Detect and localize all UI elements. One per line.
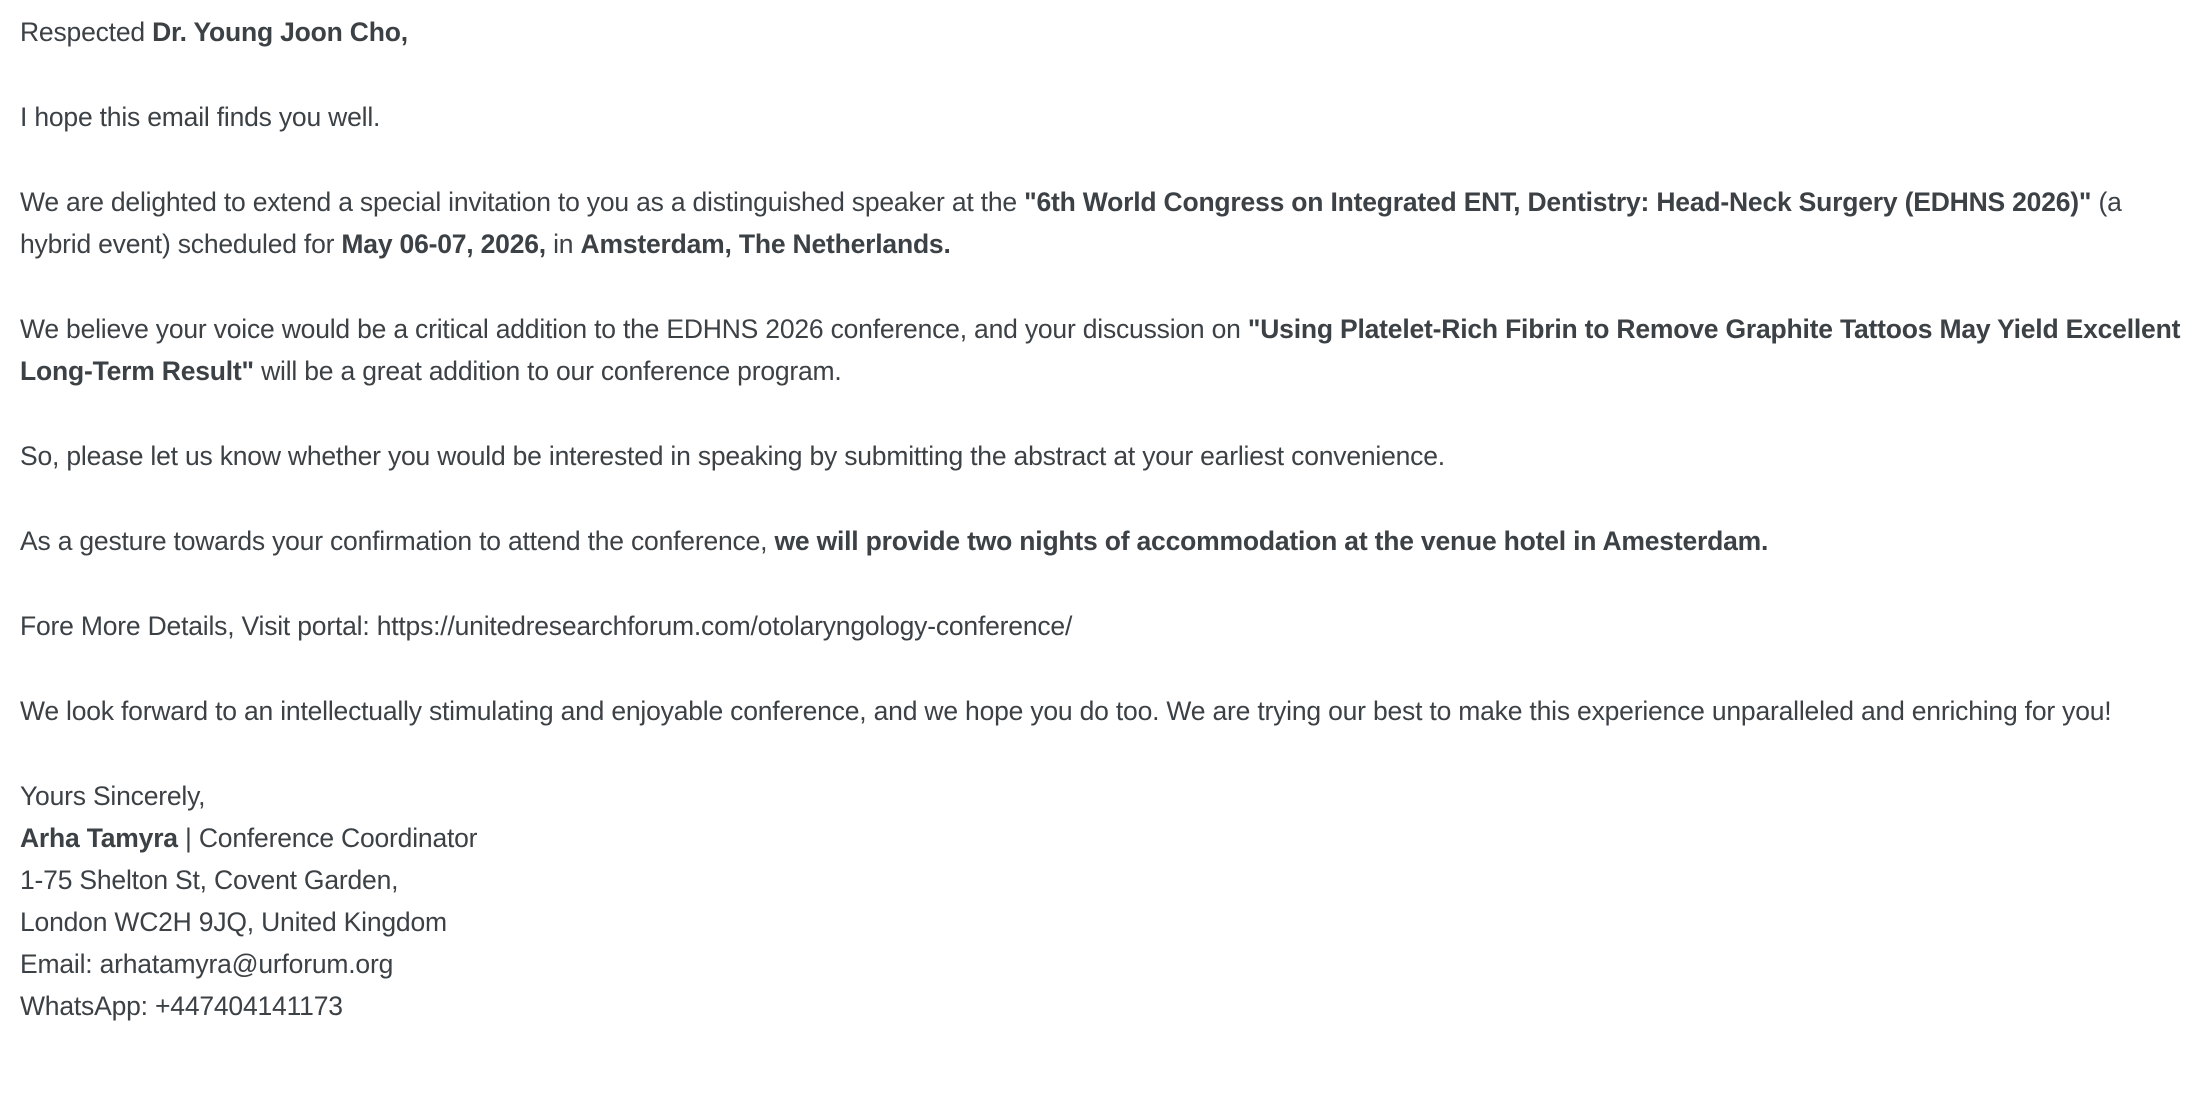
topic-paragraph [20,308,2190,392]
email-address: arhatamyra@urforum.org [99,949,394,979]
signature-email-line [20,943,2190,985]
greeting-prefix: Respected [20,17,153,47]
closing-text: We look forward to an intellectually stimulating and enjoyable conference, and we hope you do too. We are trying our best to make this experience unparalleled and enriching for you! [20,696,2112,726]
accommodation-offer: we will provide two nights of accommodation at the venue hotel in Amesterdam. [774,526,1769,556]
whatsapp-label: WhatsApp: [20,991,148,1021]
conference-title: "6th World Congress on Integrated ENT, Dentistry: Head-Neck Surgery (EDHNS 2026)" [1024,187,2092,217]
email-label: Email: [20,949,93,979]
portal-url: https://unitedresearchforum.com/otolaryngology-conference/ [376,611,1073,641]
accommodation-text: As a gesture towards your confirmation to attend the conference, [20,526,775,556]
cta-text: So, please let us know whether you would be interested in speaking by submitting the abstract at your earliest convenience. [20,441,1445,471]
sender-name: Arha Tamyra [20,823,178,853]
signature-valediction [20,775,2190,817]
accommodation-paragraph [20,520,2190,562]
signature-divider: | [177,823,199,853]
portal-label: Fore More Details, Visit portal: [20,611,377,641]
greeting-paragraph [20,11,2190,53]
portal-paragraph [20,605,2190,647]
signature-block [20,775,2190,1027]
conference-location: Amsterdam, The Netherlands. [580,229,951,259]
topic-text-2: will be a great addition to our conference program. [253,356,842,386]
topic-text-1: We believe your voice would be a critical addition to the EDHNS 2026 conference, and your discussion on [20,314,1248,344]
intro-text: I hope this email finds you well. [20,102,381,132]
address-text-2: London WC2H 9JQ, United Kingdom [20,907,447,937]
signature-address-line-1 [20,859,2190,901]
valediction-text: Yours Sincerely, [20,781,206,811]
address-text-1: 1-75 Shelton St, Covent Garden, [20,865,399,895]
cta-paragraph [20,435,2190,477]
invitation-text-1: We are delighted to extend a special invitation to you as a distinguished speaker at the [20,187,1025,217]
email-body [20,11,2190,1027]
conference-dates: May 06-07, 2026, [341,229,546,259]
sender-role: Conference Coordinator [198,823,478,853]
invitation-paragraph [20,181,2190,265]
signature-whatsapp-line [20,985,2190,1027]
intro-paragraph [20,96,2190,138]
invitation-text-3: in [545,229,581,259]
talk-title: "Using Platelet-Rich Fibrin to Remove Graphite Tattoos May Yield Excellent Long-Term Result" [20,314,2181,386]
whatsapp-number: +447404141173 [155,991,343,1021]
signature-address-line-2 [20,901,2190,943]
signature-name-role [20,817,2190,859]
recipient-name: Dr. Young Joon Cho, [152,17,408,47]
invitation-text-2: (a hybrid event) scheduled for [20,187,2122,259]
closing-paragraph [20,690,2190,732]
